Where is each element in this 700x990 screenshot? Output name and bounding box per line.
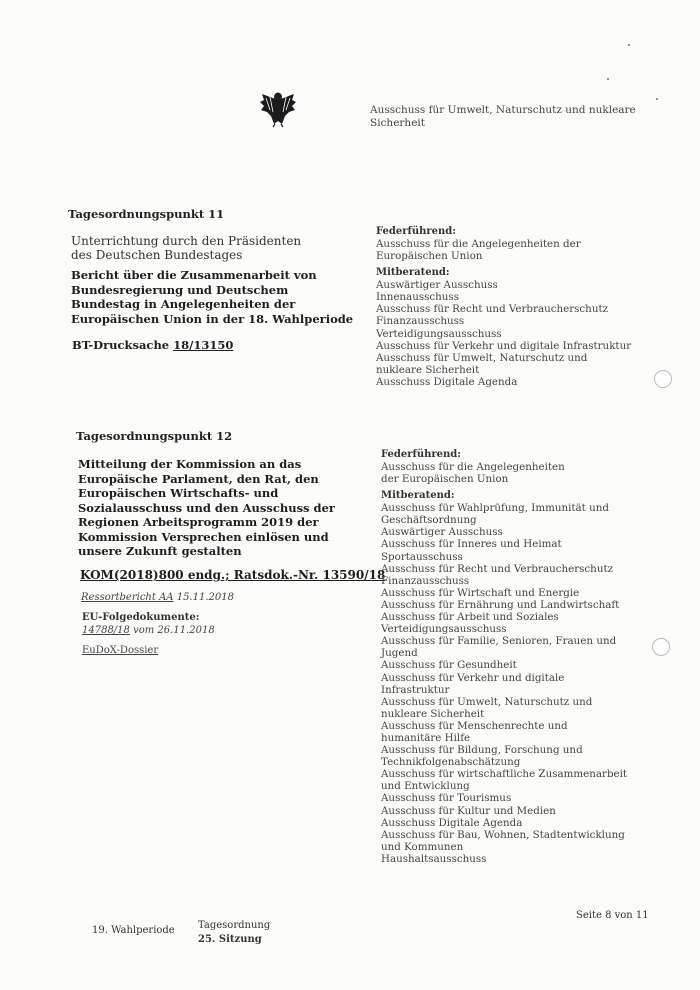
- list-item: Ausschuss für Umwelt, Naturschutz und nukleare Sicherheit: [381, 695, 593, 720]
- agenda-item-11-intro: Unterrichtung durch den Präsidenten des Deutschen Bundestages: [71, 234, 302, 262]
- scan-speck: [628, 44, 630, 46]
- list-item: Ausschuss für Kultur und Medien: [381, 804, 556, 817]
- follow-docs-line: [82, 625, 215, 637]
- list-item: Ausschuss für Arbeit und Soziales: [381, 611, 559, 624]
- list-item: Finanzausschuss: [381, 574, 470, 587]
- list-item: Verteidigungsausschuss: [381, 623, 507, 636]
- ressortbericht-link[interactable]: Ressortbericht AA: [81, 592, 174, 603]
- lead-committee: Ausschuss für die Angelegenheiten der Europäischen Union: [381, 461, 565, 486]
- agenda-item-11-committees: [376, 226, 646, 388]
- list-item: Innenausschuss: [376, 291, 459, 304]
- follow-docs-label: EU-Folgedokumente:: [82, 612, 200, 623]
- eudox-dossier-link[interactable]: EuDoX-Dossier: [82, 645, 159, 656]
- agenda-item-12-heading: Tagesordnungspunkt 12: [76, 429, 233, 443]
- follow-doc-link[interactable]: 14788/18: [82, 625, 130, 636]
- list-item: Ausschuss für Recht und Verbraucherschutz: [376, 303, 609, 316]
- list-item: Ausschuss für Bildung, Forschung und Technikfolgenabschätzung: [381, 744, 583, 769]
- committee-header: Ausschuss für Umwelt, Naturschutz und nukleare Sicherheit: [370, 104, 636, 129]
- follow-doc-date: vom 26.11.2018: [133, 625, 215, 636]
- agenda-item-12-document: [80, 568, 385, 582]
- list-item: Ausschuss für Umwelt, Naturschutz und nukleare Sicherheit: [376, 351, 588, 376]
- list-item: Ausschuss für Gesundheit: [381, 659, 517, 672]
- co-label: Mitberatend:: [376, 267, 450, 279]
- list-item: Ausschuss Digitale Agenda: [381, 816, 523, 829]
- list-item: Ausschuss für Menschenrechte und humanitäre Hilfe: [381, 719, 568, 744]
- kom-document-link[interactable]: KOM(2018)800 endg.; Ratsdok.-Nr. 13590/18: [80, 568, 386, 582]
- agenda-item-12-committees: [381, 449, 641, 865]
- punch-hole: [654, 370, 672, 388]
- co-committee-list: [381, 502, 636, 865]
- list-item: Finanzausschuss: [376, 315, 465, 328]
- lead-label: Federführend:: [376, 226, 456, 237]
- list-item: Ausschuss für Verkehr und digitale Infrastruktur: [381, 671, 565, 696]
- list-item: Ausschuss für wirtschaftliche Zusammenarbeit und Entwicklung: [381, 768, 628, 793]
- punch-hole: [652, 638, 670, 656]
- ressortbericht-date: 15.11.2018: [176, 592, 234, 603]
- bt-drucksache-link[interactable]: 18/13150: [173, 338, 234, 352]
- list-item: Auswärtiger Ausschuss: [381, 526, 503, 539]
- federal-eagle-icon: [258, 88, 298, 128]
- co-label: Mitberatend:: [381, 490, 455, 502]
- agenda-item-11-heading: Tagesordnungspunkt 11: [68, 207, 225, 221]
- agenda-item-11-title: Bericht über die Zusammenarbeit von Bundesregierung und Deutschem Bundestag in Angelegenheiten der Europäischen Union in der 18. Wahlperiode: [71, 268, 354, 326]
- list-item: Ausschuss für Bau, Wohnen, Stadtentwicklung und Kommunen: [381, 828, 625, 853]
- scan-speck: [656, 98, 658, 100]
- list-item: Verteidigungsausschuss: [376, 327, 502, 340]
- co-committee-list: [376, 279, 646, 388]
- page-number: Seite 8 von 11: [576, 910, 649, 921]
- ressortbericht-line: [81, 592, 234, 604]
- footer-agenda: Tagesordnung: [198, 920, 271, 931]
- lead-committee: Ausschuss für die Angelegenheiten der Europäischen Union: [376, 238, 581, 263]
- list-item: Haushaltsausschuss: [381, 852, 487, 865]
- footer-period: 19. Wahlperiode: [92, 925, 175, 936]
- list-item: Ausschuss Digitale Agenda: [376, 375, 518, 388]
- list-item: Ausschuss für Ernährung und Landwirtschaft: [381, 598, 620, 611]
- list-item: Ausschuss für Recht und Verbraucherschutz: [381, 562, 614, 575]
- list-item: Sportausschuss: [381, 550, 463, 563]
- document-prefix: BT-Drucksache: [72, 338, 174, 352]
- footer-session: 25. Sitzung: [198, 934, 262, 945]
- list-item: Ausschuss für Wahlprüfung, Immunität und Geschäftsordnung: [381, 502, 609, 527]
- lead-label: Federführend:: [381, 449, 461, 460]
- list-item: Ausschuss für Wirtschaft und Energie: [381, 586, 580, 599]
- list-item: Auswärtiger Ausschuss: [376, 279, 498, 292]
- list-item: Ausschuss für Inneres und Heimat: [381, 538, 562, 551]
- agenda-item-11-document: [72, 338, 233, 352]
- list-item: Ausschuss für Familie, Senioren, Frauen und Jugend: [381, 635, 617, 660]
- scan-speck: [607, 78, 609, 80]
- list-item: Ausschuss für Tourismus: [381, 792, 512, 805]
- agenda-item-12-title: Mitteilung der Kommission an das Europäische Parlament, den Rat, den Europäischen Wirtschafts- und Sozialausschuss und den Ausschuss der Regionen Arbeitsprogramm 2019 der Kommission Versprechen einlösen und unsere Zukunft gestalten: [78, 457, 335, 558]
- list-item: Ausschuss für Verkehr und digitale Infrastruktur: [376, 339, 632, 352]
